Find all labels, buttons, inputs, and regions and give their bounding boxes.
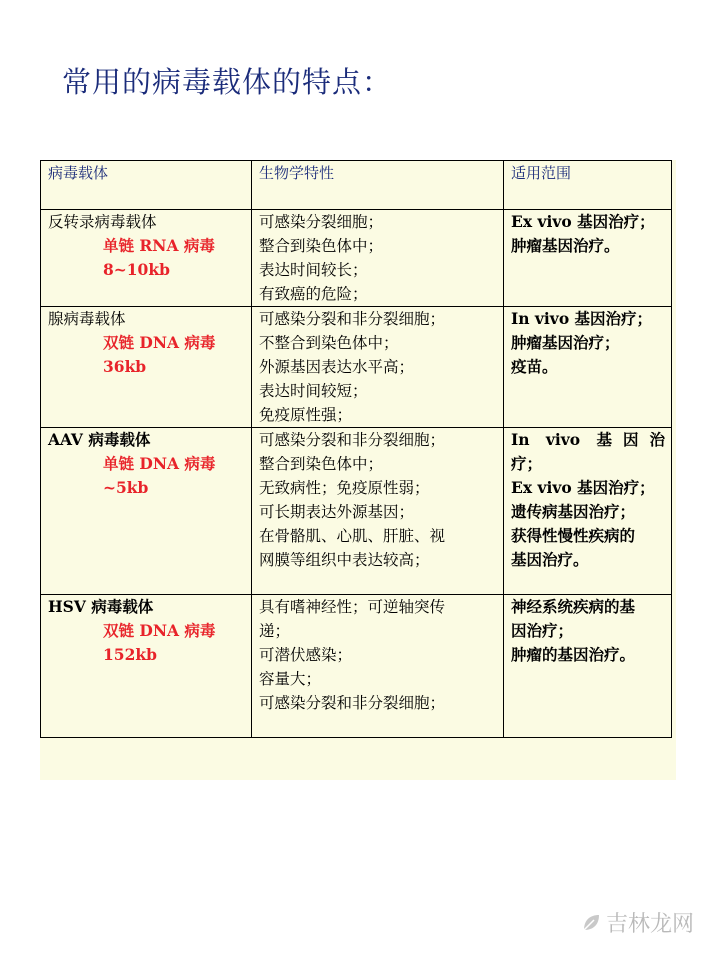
leaf-logo-icon [580,912,602,934]
vector-size: 36kb [103,357,147,376]
watermark [580,907,694,938]
use-line: 神经系统疾病的基 [511,597,636,616]
vector-cell [41,428,252,595]
trait-line: 有致癌的危险； [259,285,368,303]
uses-cell [504,210,672,307]
trait-line: 可潜伏感染； [259,646,353,664]
use-line: Ex vivo 基因治疗； [511,212,655,231]
trait-line: 在骨骼肌、心肌、肝脏、视 [259,527,446,545]
vector-size: 152kb [103,645,157,664]
trait-line: 可感染分裂和非分裂细胞； [259,310,446,328]
vector-size: ~5kb [103,478,149,497]
header-vector: 病毒载体 [41,161,252,210]
trait-line: 可感染分裂细胞； [259,213,384,231]
trait-line: 外源基因表达水平高； [259,358,415,376]
traits-cell [252,595,504,738]
vector-name: AAV 病毒载体 [48,430,151,449]
trait-line: 可感染分裂和非分裂细胞； [259,431,446,449]
page-title: 常用的病毒载体的特点： [62,65,393,99]
trait-line: 具有嗜神经性；可逆轴突传 [259,598,446,616]
use-line: 肿瘤的基因治疗。 [511,645,636,664]
trait-line: 递； [259,622,291,640]
use-line: 肿瘤基因治疗； [511,333,620,352]
uses-cell [504,428,672,595]
vector-name: 腺病毒载体 [48,310,126,328]
use-line: 肿瘤基因治疗。 [511,236,620,255]
vector-subtype: 单链 RNA 病毒 [103,236,215,255]
trait-line: 整合到染色体中； [259,455,384,473]
trait-line: 网膜等组织中表达较高； [259,551,430,569]
table-header-row [41,161,672,210]
use-line: 疫苗。 [511,357,558,376]
trait-line: 表达时间较短； [259,382,368,400]
use-line: 因治疗； [511,621,574,640]
trait-line: 无致病性；免疫原性弱； [259,479,430,497]
trait-line: 可感染分裂和非分裂细胞； [259,694,446,712]
vector-cell [41,595,252,738]
use-line: 疗； [511,454,543,473]
trait-line: 容量大； [259,670,322,688]
header-traits: 生物学特性 [252,161,504,210]
vector-cell [41,210,252,307]
trait-line: 表达时间较长； [259,261,368,279]
traits-cell [252,210,504,307]
vector-cell [41,307,252,428]
uses-cell [504,307,672,428]
use-line: 基因治疗。 [511,550,589,569]
vector-subtype: 双链 DNA 病毒 [103,621,216,640]
use-line: 遗传病基因治疗； [511,502,636,521]
use-line: In vivo 基因治 [511,430,665,449]
virus-vector-table [40,160,672,738]
trait-line: 不整合到染色体中； [259,334,399,352]
trait-line: 免疫原性强； [259,406,353,424]
vector-size: 8~10kb [103,260,170,279]
use-line: Ex vivo 基因治疗； [511,478,655,497]
use-line: 获得性慢性疾病的 [511,526,636,545]
header-uses: 适用范围 [504,161,672,210]
vector-subtype: 单链 DNA 病毒 [103,454,216,473]
traits-cell [252,428,504,595]
table-row [41,210,672,307]
vector-subtype: 双链 DNA 病毒 [103,333,216,352]
traits-cell [252,307,504,428]
table-row [41,595,672,738]
table-row [41,428,672,595]
trait-line: 整合到染色体中； [259,237,384,255]
uses-cell [504,595,672,738]
trait-line: 可长期表达外源基因； [259,503,415,521]
table-row [41,307,672,428]
watermark-text: 吉林龙网 [605,912,694,937]
vector-name: HSV 病毒载体 [48,597,154,616]
use-line: In vivo 基因治疗； [511,309,653,328]
vector-name: 反转录病毒载体 [48,213,157,231]
